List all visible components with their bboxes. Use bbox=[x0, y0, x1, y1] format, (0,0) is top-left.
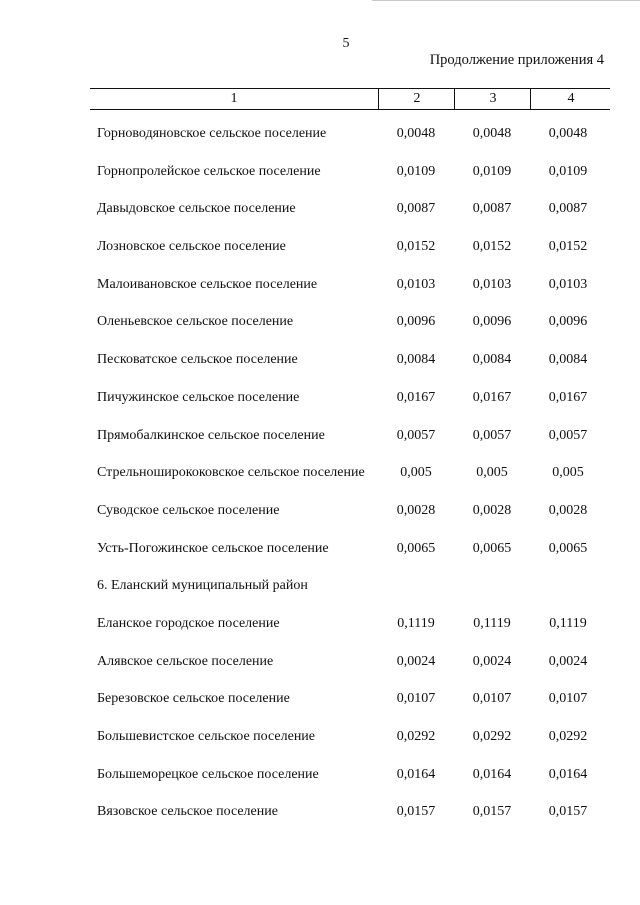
row-value-col-2: 0,0087 bbox=[396, 201, 436, 217]
table-row bbox=[0, 798, 640, 836]
row-value-col-3: 0,0107 bbox=[472, 691, 512, 707]
row-value-col-2: 0,0107 bbox=[396, 691, 436, 707]
row-name: Малоивановское сельское поселение bbox=[97, 276, 318, 292]
table-row bbox=[0, 459, 640, 497]
row-name: Стрельноширококовское сельское поселение bbox=[97, 465, 365, 481]
header-col-1: 1 bbox=[230, 91, 238, 106]
table-row bbox=[0, 648, 640, 686]
row-value-col-4: 0,0164 bbox=[548, 766, 588, 782]
row-name: Пичужинское сельское поселение bbox=[97, 389, 300, 405]
table-row bbox=[0, 346, 640, 384]
row-value-col-4: 0,0087 bbox=[548, 201, 588, 217]
row-value-col-2: 0,0292 bbox=[396, 729, 436, 744]
row-value-col-2: 0,0057 bbox=[396, 427, 436, 443]
row-value-col-4: 0,0109 bbox=[548, 163, 588, 179]
row-value-col-3: 0,0057 bbox=[472, 427, 512, 443]
row-value-col-3: 0,005 bbox=[476, 465, 508, 481]
table-row bbox=[0, 233, 640, 271]
row-value-col-3: 0,0157 bbox=[472, 804, 512, 820]
row-value-col-4: 0,0084 bbox=[548, 352, 588, 368]
table-row bbox=[0, 535, 640, 573]
row-value-col-4: 0,0096 bbox=[548, 314, 588, 330]
row-value-col-3: 0,0028 bbox=[472, 502, 512, 518]
header-col-4: 4 bbox=[530, 89, 611, 109]
row-value-col-4: 0,0103 bbox=[548, 276, 588, 292]
row-name: Алявское сельское поселение bbox=[97, 653, 274, 669]
table-row bbox=[0, 497, 640, 535]
row-value-col-4: 0,0065 bbox=[548, 540, 588, 556]
row-value-col-4: 0,0167 bbox=[548, 389, 588, 405]
row-value-col-2: 0,0048 bbox=[396, 126, 436, 141]
row-value-col-4: 0,0152 bbox=[548, 239, 588, 255]
table-row bbox=[0, 384, 640, 422]
row-name: Большевистское сельское поселение bbox=[97, 729, 316, 744]
row-value-col-4: 0,0157 bbox=[548, 804, 588, 820]
row-value-col-2: 0,0164 bbox=[396, 766, 436, 782]
row-name: Давыдовское сельское поселение bbox=[97, 201, 296, 217]
row-value-col-4: 0,005 bbox=[552, 465, 584, 481]
row-value-col-3: 0,0084 bbox=[472, 352, 512, 368]
table-row bbox=[0, 723, 640, 761]
row-value-col-4: 0,0057 bbox=[548, 427, 588, 443]
row-value-col-2: 0,0096 bbox=[396, 314, 436, 330]
table-row bbox=[0, 685, 640, 723]
row-value-col-2: 0,0109 bbox=[396, 163, 436, 179]
section-heading: 6. Еланский муниципальный район bbox=[97, 578, 308, 594]
table-row bbox=[0, 761, 640, 799]
row-value-col-3: 0,0096 bbox=[472, 314, 512, 330]
row-name: Прямобалкинское сельское поселение bbox=[97, 427, 325, 443]
row-value-col-2: 0,005 bbox=[400, 465, 432, 481]
table-row bbox=[0, 158, 640, 196]
row-value-col-4: 0,1119 bbox=[549, 615, 587, 631]
table-header bbox=[90, 88, 610, 110]
table-row bbox=[0, 271, 640, 309]
row-name: Вязовское сельское поселение bbox=[97, 804, 278, 820]
header-col-2: 2 bbox=[378, 89, 455, 109]
page-number: 5 bbox=[342, 36, 350, 51]
row-value-col-2: 0,0065 bbox=[396, 540, 436, 556]
row-value-col-4: 0,0292 bbox=[548, 729, 588, 744]
row-value-col-3: 0,0048 bbox=[472, 126, 512, 141]
row-value-col-2: 0,0167 bbox=[396, 389, 436, 405]
table-body bbox=[0, 120, 640, 836]
row-value-col-3: 0,0152 bbox=[472, 239, 512, 255]
row-value-col-2: 0,0103 bbox=[396, 276, 436, 292]
row-value-col-3: 0,0167 bbox=[472, 389, 512, 405]
row-value-col-2: 0,1119 bbox=[397, 615, 435, 631]
row-value-col-2: 0,0157 bbox=[396, 804, 436, 820]
row-value-col-4: 0,0107 bbox=[548, 691, 588, 707]
header-col-3: 3 bbox=[454, 89, 531, 109]
row-value-col-3: 0,0109 bbox=[472, 163, 512, 179]
row-value-col-2: 0,0028 bbox=[396, 502, 436, 518]
row-name: Песковатское сельское поселение bbox=[97, 352, 298, 368]
table-row bbox=[0, 308, 640, 346]
row-value-col-3: 0,1119 bbox=[473, 615, 511, 631]
row-value-col-3: 0,0087 bbox=[472, 201, 512, 217]
row-value-col-4: 0,0048 bbox=[548, 126, 588, 141]
row-value-col-3: 0,0164 bbox=[472, 766, 512, 782]
row-value-col-3: 0,0292 bbox=[472, 729, 512, 744]
row-value-col-4: 0,0028 bbox=[548, 502, 588, 518]
row-value-col-2: 0,0084 bbox=[396, 352, 436, 368]
row-name: Горнопролейское сельское поселение bbox=[97, 163, 321, 179]
table-row bbox=[0, 120, 640, 158]
row-value-col-2: 0,0024 bbox=[396, 653, 436, 669]
row-name: Горноводяновское сельское поселение bbox=[97, 126, 327, 141]
row-name: Суводское сельское поселение bbox=[97, 502, 280, 518]
table-row bbox=[0, 195, 640, 233]
scan-edge-line bbox=[372, 0, 640, 1]
row-name: Оленьевское сельское поселение bbox=[97, 314, 294, 330]
row-value-col-3: 0,0065 bbox=[472, 540, 512, 556]
row-name: Березовское сельское поселение bbox=[97, 691, 290, 707]
row-name: Еланское городское поселение bbox=[97, 615, 280, 631]
table-row bbox=[0, 422, 640, 460]
row-name: Лозновское сельское поселение bbox=[97, 239, 286, 255]
table-row bbox=[0, 610, 640, 648]
row-name: Усть-Погожинское сельское поселение bbox=[97, 540, 329, 556]
row-value-col-4: 0,0024 bbox=[548, 653, 588, 669]
row-value-col-2: 0,0152 bbox=[396, 239, 436, 255]
continuation-label: Продолжение приложения 4 bbox=[429, 52, 604, 68]
row-value-col-3: 0,0103 bbox=[472, 276, 512, 292]
row-name: Большеморецкое сельское поселение bbox=[97, 766, 319, 782]
row-value-col-3: 0,0024 bbox=[472, 653, 512, 669]
section-heading-row bbox=[0, 572, 640, 610]
